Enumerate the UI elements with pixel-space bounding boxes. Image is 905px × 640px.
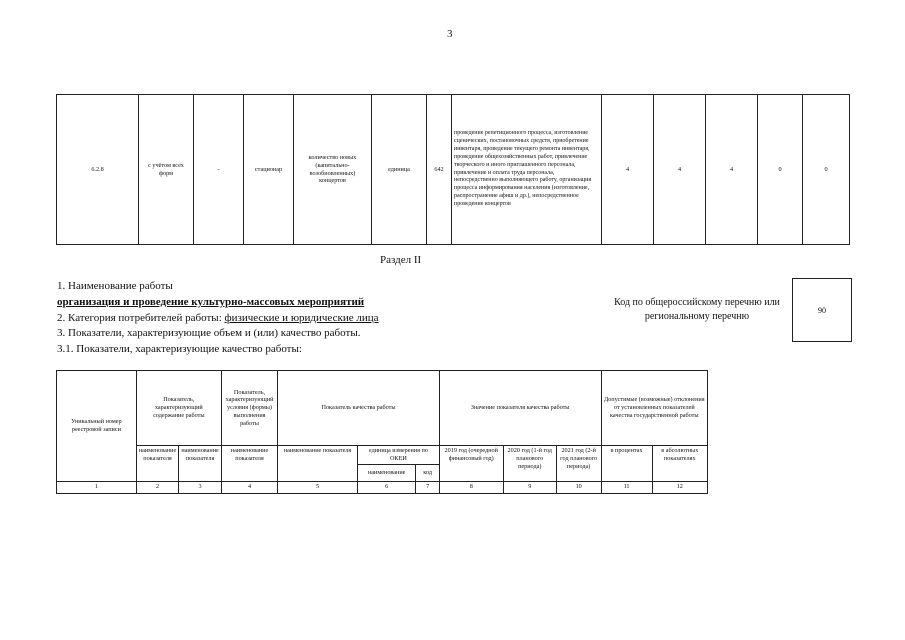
consumer-category-label: 2. Категория потребителей работы: bbox=[57, 312, 225, 324]
header-cell: код bbox=[416, 464, 439, 481]
registry-code-label-line: региональному перечню bbox=[644, 311, 750, 322]
consumer-category bbox=[57, 312, 378, 324]
header-cell: в процентах bbox=[601, 446, 652, 482]
indicators-heading: 3. Показатели, характеризующие объем и (или) качество работы. bbox=[57, 327, 361, 339]
column-number: 8 bbox=[439, 481, 503, 493]
table-cell: 0 bbox=[758, 95, 803, 245]
table-cell: количество новых (капитально-возобновленных) концертов bbox=[294, 95, 372, 245]
registry-code-label bbox=[585, 296, 809, 324]
header-cell: 2021 год (2-й год планового периода) bbox=[556, 446, 601, 482]
column-number: 3 bbox=[179, 481, 222, 493]
indicator-table bbox=[56, 94, 850, 245]
table-cell: 0 bbox=[803, 95, 850, 245]
column-number: 6 bbox=[357, 481, 416, 493]
work-name-value: организация и проведение культурно-массовых мероприятий bbox=[57, 296, 365, 308]
table-cell: - bbox=[194, 95, 244, 245]
column-number: 11 bbox=[601, 481, 652, 493]
consumer-category-value: физические и юридические лица bbox=[224, 312, 379, 324]
header-cell: Значение показателя качества работы bbox=[439, 371, 601, 446]
table-cell: с учётом всех форм bbox=[139, 95, 194, 245]
section-title: Раздел II bbox=[380, 254, 422, 266]
work-name-label: 1. Наименование работы bbox=[57, 280, 173, 292]
column-number: 4 bbox=[221, 481, 277, 493]
table-cell: 4 bbox=[654, 95, 706, 245]
header-cell: единица измерения по ОКЕИ bbox=[357, 446, 439, 465]
registry-code-box: 90 bbox=[792, 278, 852, 342]
column-number-row bbox=[57, 481, 708, 493]
header-cell: наименование показателя bbox=[136, 446, 179, 482]
header-cell: наименование показателя bbox=[179, 446, 222, 482]
header-cell: Показатель, характеризующий условия (формы) выполнения работы bbox=[221, 371, 277, 446]
table-cell: 642 bbox=[427, 95, 452, 245]
header-cell: Показатель качества работы bbox=[278, 371, 440, 446]
column-number: 12 bbox=[652, 481, 707, 493]
header-cell: Показатель, характеризующий содержание работы bbox=[136, 371, 221, 446]
header-cell: наименование показателя bbox=[221, 446, 277, 482]
table-header-row bbox=[57, 446, 708, 465]
table-cell: 4 bbox=[602, 95, 654, 245]
header-cell: 2019 год (очередной финансовый год) bbox=[439, 446, 503, 482]
column-number: 2 bbox=[136, 481, 179, 493]
column-number: 5 bbox=[278, 481, 358, 493]
header-cell: Уникальный номер реестровой записи bbox=[57, 371, 137, 482]
quality-table bbox=[56, 370, 708, 494]
table-row bbox=[57, 95, 850, 245]
table-cell: проведение репетиционного процесса, изготовление сценических, постановочных средств, приобретение инвентаря, проведение текущего ремонта инвентаря, проведение общехозяйственных работ, привлечение творческого и иного приглашенного персонала, привлечение и оплата труда персонала, непосредственно выполняющего работу, организация процесса информирования населения (изготовление, распространение афиш и др.), непосредственное проведение концертов bbox=[452, 95, 602, 245]
header-cell: наименование показателя bbox=[278, 446, 358, 482]
column-number: 10 bbox=[556, 481, 601, 493]
table-cell: единица bbox=[372, 95, 427, 245]
quality-indicators-heading: 3.1. Показатели, характеризующие качество работы: bbox=[57, 343, 302, 355]
header-cell: наименование bbox=[357, 464, 416, 481]
table-cell: 6.2.8 bbox=[57, 95, 139, 245]
table-header-row bbox=[57, 371, 708, 446]
registry-code-label-line: Код по общероссийскому перечню или bbox=[614, 297, 780, 308]
header-cell: в абсолютных показателях bbox=[652, 446, 707, 482]
column-number: 1 bbox=[57, 481, 137, 493]
page-number: 3 bbox=[447, 28, 453, 40]
header-cell: Допустимые (возможные) отклонения от установленных показателей качества государственной работы bbox=[601, 371, 707, 446]
column-number: 7 bbox=[416, 481, 439, 493]
column-number: 9 bbox=[503, 481, 556, 493]
table-cell: 4 bbox=[706, 95, 758, 245]
header-cell: 2020 год (1-й год планового периода) bbox=[503, 446, 556, 482]
table-cell: стационар bbox=[244, 95, 294, 245]
